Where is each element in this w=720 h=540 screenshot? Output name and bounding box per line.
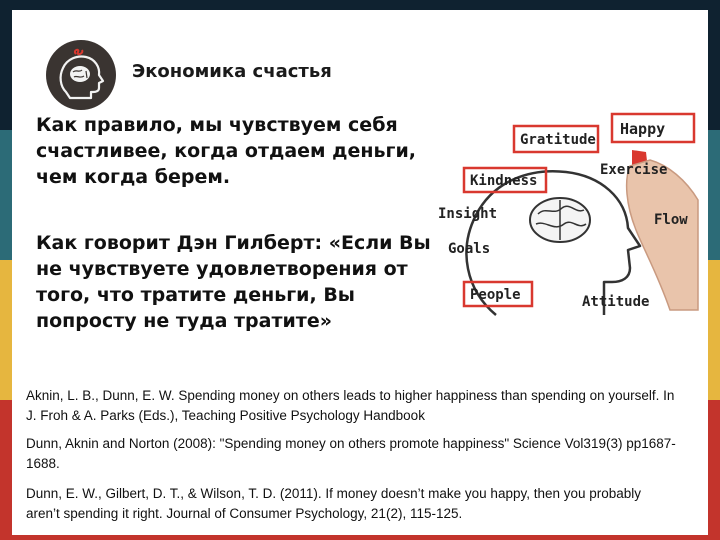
reference-aknin-dunn: Aknin, L. B., Dunn, E. W. Spending money on others leads to higher happiness than spending on yourself. In J. Froh & A. Parks (Eds.), Teaching Positive Psychology Handbook	[26, 388, 675, 423]
reference-dunn-gilbert-wilson: Dunn, E. W., Gilbert, D. T., & Wilson, T. D. (2011). If money doesn’t make you happy, then you probably aren’t spending it right. Journal of Consumer Psychology, 21(2), 115-125.	[26, 486, 642, 521]
brain-logo-icon	[46, 40, 116, 110]
paragraph-gilbert-quote: Как говорит Дэн Гилберт: «Если Вы не чувствуете удовлетворения от того, что тратите деньги, Вы попросту не туда тратите»	[36, 232, 431, 332]
brain-icon	[530, 198, 590, 242]
label-happy: Happy	[620, 120, 666, 138]
label-flow: Flow	[654, 212, 688, 228]
label-insight: Insight	[438, 206, 498, 222]
label-goals: Goals	[448, 241, 491, 257]
reference-dunn-aknin-norton: Dunn, Aknin and Norton (2008): "Spending money on others promote happiness" Science Vol319(3) pp1687-1688.	[26, 436, 676, 471]
paragraph-giving-happier: Как правило, мы чувствуем себя счастливее, когда отдаем деньги, чем когда берем.	[36, 114, 417, 188]
label-kindness: Kindness	[470, 173, 538, 189]
happiness-diagram	[436, 110, 700, 320]
label-people: People	[470, 287, 521, 303]
label-gratitude: Gratitude	[520, 132, 596, 148]
label-exercise: Exercise	[600, 162, 668, 178]
slide-title: Экономика счастья	[132, 61, 332, 82]
label-attitude: Attitude	[582, 294, 650, 310]
